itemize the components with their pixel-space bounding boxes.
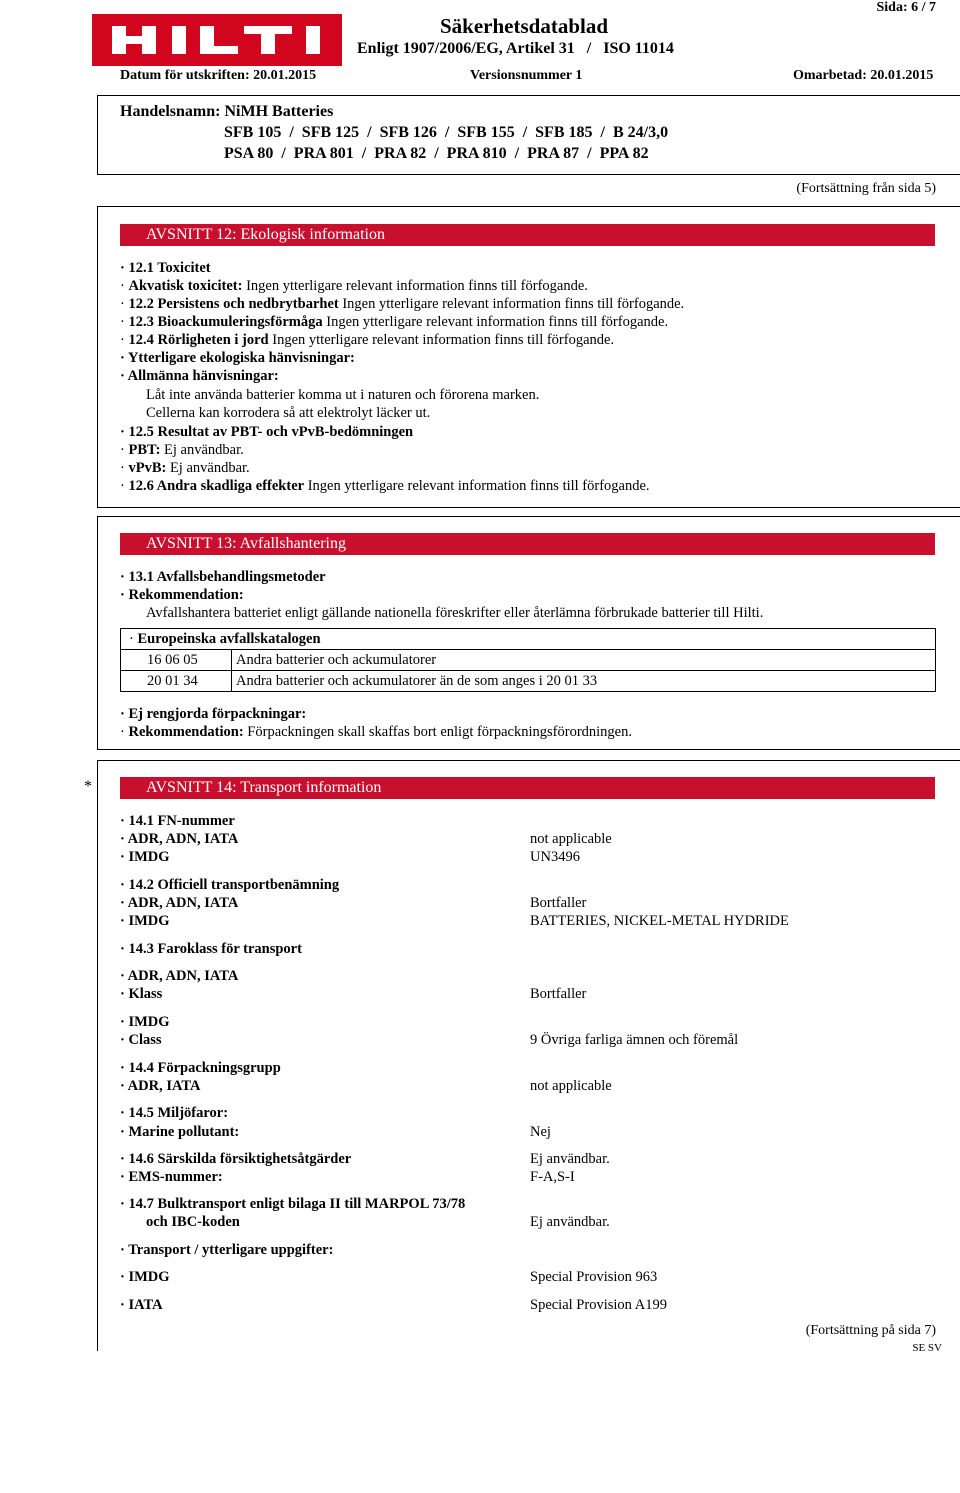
s14-row-value: Special Provision A199 (530, 1297, 667, 1313)
s13-packaging-recommendation: · Rekommendation: Förpackningen skall skaffas bort enligt förpackningsförordningen. (120, 724, 632, 740)
s14-hazard-class: · 14.3 Faroklass för transport (120, 941, 302, 957)
s14-row-label: och IBC-koden (146, 1214, 240, 1230)
s14-row-label: · IMDG (120, 849, 170, 865)
trade-name-value: NiMH Batteries (224, 103, 334, 120)
trade-name (120, 103, 333, 121)
revised-date: Omarbetad: 20.01.2015 (793, 68, 934, 83)
table-row (121, 650, 936, 671)
s14-row-label: · ADR, ADN, IATA (120, 831, 239, 847)
waste-description: Andra batterier och ackumulatorer än de som anges i 20 01 33 (232, 671, 936, 692)
s14-row-label: · 14.6 Särskilda försiktighetsåtgärder (120, 1151, 352, 1167)
s14-row-value: F-A,S-I (530, 1169, 575, 1185)
s12-pbt: · PBT: Ej användbar. (120, 442, 244, 458)
s12-persistence: · 12.2 Persistens och nedbrytbarhet Ingen ytterligare relevant information finns till förfogande. (120, 296, 685, 312)
s14-row-value: BATTERIES, NICKEL-METAL HYDRIDE (530, 913, 789, 929)
s14-bulk-transport: · 14.7 Bulktransport enligt bilaga II till MARPOL 73/78 (120, 1196, 466, 1212)
s14-row-label: · IMDG (120, 1269, 170, 1285)
s13-methods: · 13.1 Avfallsbehandlingsmetoder (120, 569, 326, 585)
table-row (121, 671, 936, 692)
models-line-1: SFB 105 / SFB 125 / SFB 126 / SFB 155 / SFB 185 / B 24/3,0 (224, 124, 669, 141)
section-13-title: AVSNITT 13: Avfallshantering (120, 533, 935, 555)
table-row (121, 629, 936, 650)
s12-additional: · Ytterligare ekologiska hänvisningar: (120, 350, 355, 366)
s14-row-label: · IMDG (120, 913, 170, 929)
s12-other-effects: · 12.6 Andra skadliga effekter Ingen ytterligare relevant information finns till förfogande. (120, 478, 650, 494)
s12-aquatic: · Akvatisk toxicitet: Ingen ytterligare relevant information finns till förfogande. (120, 278, 588, 294)
s12-vpvb: · vPvB: Ej användbar. (120, 460, 250, 476)
s14-shipping-name: · 14.2 Officiell transportbenämning (120, 877, 340, 893)
page-number: Sida: 6 / 7 (876, 0, 936, 15)
s12-toxicity: · 12.1 Toxicitet (120, 260, 211, 276)
document-title: Säkerhetsdatablad (440, 14, 609, 38)
s14-row-label: · IATA (120, 1297, 163, 1313)
hilti-logo-icon (92, 14, 342, 66)
s14-row-label: · Class (120, 1032, 162, 1048)
s13-uncleaned-packaging: · Ej rengjorda förpackningar: (120, 706, 307, 722)
s14-row-value: 9 Övriga farliga ämnen och föremål (530, 1032, 739, 1048)
s14-row-value: not applicable (530, 831, 612, 847)
version-number: Versionsnummer 1 (470, 68, 583, 83)
regulation-line: Enligt 1907/2006/EG, Artikel 31 / ISO 11014 (357, 40, 674, 57)
s14-row-value: UN3496 (530, 849, 580, 865)
trade-name-label: Handelsnamn: (120, 103, 221, 120)
s14-un-number: · 14.1 FN-nummer (120, 813, 235, 829)
section-12-title: AVSNITT 12: Ekologisk information (120, 224, 935, 246)
waste-catalogue-title: · Europeinska avfallskatalogen (121, 629, 936, 650)
s14-row-value: Special Provision 963 (530, 1269, 658, 1285)
section-14-box (97, 760, 960, 1351)
revision-star: * (84, 778, 92, 795)
s14-environmental: · 14.5 Miljöfaror: (120, 1105, 229, 1121)
continued-on: (Fortsättning på sida 7) (805, 1323, 936, 1338)
s14-row-label: · EMS-nummer: (120, 1169, 223, 1185)
s12-pbt-heading: · 12.5 Resultat av PBT- och vPvB-bedömningen (120, 424, 414, 440)
s13-recommendation: · Rekommendation: (120, 587, 244, 603)
s14-row-value: Bortfaller (530, 986, 587, 1002)
s13-recommendation-text: Avfallshantera batteriet enligt gällande nationella föreskrifter eller återlämna förbrukade batterier till Hilti. (146, 605, 764, 621)
waste-description: Andra batterier och ackumulatorer (232, 650, 936, 671)
waste-code: 16 06 05 (121, 650, 232, 671)
s14-row-label: · ADR, IATA (120, 1078, 201, 1094)
s14-row-label: · IMDG (120, 1014, 170, 1030)
waste-code: 20 01 34 (121, 671, 232, 692)
s12-bioaccumulation: · 12.3 Bioackumuleringsförmåga Ingen ytterligare relevant information finns till förfogande. (120, 314, 669, 330)
print-date: Datum för utskriften: 20.01.2015 (120, 68, 317, 83)
continued-from: (Fortsättning från sida 5) (796, 181, 936, 196)
language-code: SE SV (912, 1342, 942, 1354)
section-14-title: AVSNITT 14: Transport information (120, 777, 935, 799)
s14-row-label: · Marine pollutant: (120, 1124, 240, 1140)
s12-general-text-1: Låt inte använda batterier komma ut i naturen och förorena marken. (146, 387, 540, 403)
s14-additional-info: · Transport / ytterligare uppgifter: (120, 1242, 334, 1258)
s14-row-label: · Klass (120, 986, 163, 1002)
s14-row-label: · ADR, ADN, IATA (120, 895, 239, 911)
s12-general: · Allmänna hänvisningar: (120, 368, 279, 384)
s14-packing-group: · 14.4 Förpackningsgrupp (120, 1060, 281, 1076)
s14-row-value: not applicable (530, 1078, 612, 1094)
s14-row-value: Nej (530, 1124, 551, 1140)
s14-row-value: Ej användbar. (530, 1151, 610, 1167)
waste-catalogue-table (120, 628, 936, 692)
s14-row-label: · ADR, ADN, IATA (120, 968, 239, 984)
s12-mobility: · 12.4 Rörligheten i jord Ingen ytterligare relevant information finns till förfogande. (120, 332, 615, 348)
hilti-logo (92, 14, 342, 66)
s14-row-value: Bortfaller (530, 895, 587, 911)
models-line-2: PSA 80 / PRA 801 / PRA 82 / PRA 810 / PRA 87 / PPA 82 (224, 145, 649, 162)
s12-general-text-2: Cellerna kan korrodera så att elektrolyt läcker ut. (146, 405, 431, 421)
s14-row-value: Ej användbar. (530, 1214, 610, 1230)
